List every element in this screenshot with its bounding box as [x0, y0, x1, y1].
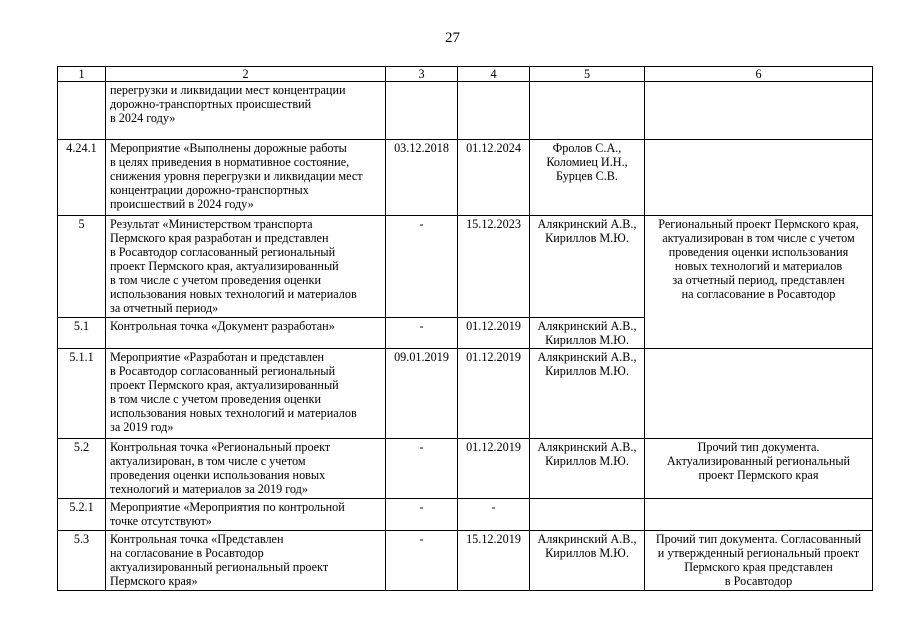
header-col-3: 3 — [386, 67, 458, 82]
table-row — [58, 531, 873, 591]
row-responsible: Фролов С.А., Коломиец И.Н., Бурцев С.В. — [530, 140, 645, 216]
header-col-6: 6 — [645, 67, 873, 82]
row-end-date: 01.12.2019 — [458, 439, 530, 499]
row-end-date: 01.12.2024 — [458, 140, 530, 216]
row-end-date: - — [458, 499, 530, 531]
row-responsible: Алякринский А.В., Кириллов М.Ю. — [530, 349, 645, 439]
header-col-1: 1 — [58, 67, 106, 82]
table-row — [58, 216, 873, 318]
page-number: 27 — [445, 30, 460, 46]
row-start-date: - — [386, 531, 458, 591]
row-description: Контрольная точка «Региональный проект актуализирован, в том числе с учетом проведения оценки использования новых технологий и материалов за 2019 год» — [106, 439, 386, 499]
row-description: Контрольная точка «Представлен на согласование в Росавтодор актуализированный региональный проект Пермского края» — [106, 531, 386, 591]
table-row — [58, 499, 873, 531]
table-row — [58, 439, 873, 499]
row-note — [645, 349, 873, 439]
row-responsible: Алякринский А.В., Кириллов М.Ю. — [530, 531, 645, 591]
row-number: 5.1 — [58, 318, 106, 349]
header-col-4: 4 — [458, 67, 530, 82]
row-note — [645, 82, 873, 140]
row-note — [645, 499, 873, 531]
row-start-date: - — [386, 439, 458, 499]
row-responsible: Алякринский А.В., Кириллов М.Ю. — [530, 439, 645, 499]
row-start-date: - — [386, 499, 458, 531]
row-number: 4.24.1 — [58, 140, 106, 216]
row-note: Прочий тип документа. Согласованный и утвержденный региональный проект Пермского края представлен в Росавтодор — [645, 531, 873, 591]
table-row — [58, 82, 873, 140]
table-header — [58, 67, 873, 82]
row-start-date: 09.01.2019 — [386, 349, 458, 439]
row-end-date: 01.12.2019 — [458, 318, 530, 349]
row-responsible: Алякринский А.В., Кириллов М.Ю. — [530, 318, 645, 349]
row-note — [645, 140, 873, 216]
row-responsible — [530, 82, 645, 140]
row-start-date — [386, 82, 458, 140]
row-number: 5.3 — [58, 531, 106, 591]
row-note: Региональный проект Пермского края, актуализирован в том числе с учетом проведения оценки использования новых технологий и материалов за отчетный период, представлен на согласование в Росавтодор — [645, 216, 873, 349]
plan-table — [57, 66, 873, 591]
table-row — [58, 349, 873, 439]
row-end-date: 01.12.2019 — [458, 349, 530, 439]
row-responsible: Алякринский А.В., Кириллов М.Ю. — [530, 216, 645, 318]
header-row — [58, 67, 873, 82]
row-description: Мероприятие «Выполнены дорожные работы в целях приведения в нормативное состояние, снижения уровня перегрузки и ликвидации мест концентрации дорожно-транспортных происшествий в 2024 году» — [106, 140, 386, 216]
row-number: 5.2 — [58, 439, 106, 499]
header-col-2: 2 — [106, 67, 386, 82]
row-description: Результат «Министерством транспорта Пермского края разработан и представлен в Росавтодор согласованный региональный проект Пермского края, актуализированный в том числе с учетом проведения оценки использования новых технологий и материалов за отчетный период» — [106, 216, 386, 318]
row-number: 5 — [58, 216, 106, 318]
row-start-date: - — [386, 216, 458, 318]
row-description: Мероприятие «Разработан и представлен в Росавтодор согласованный региональный проект Пермского края, актуализированный в том числе с учетом проведения оценки использования новых технологий и материалов за 2019 год» — [106, 349, 386, 439]
row-start-date: 03.12.2018 — [386, 140, 458, 216]
row-end-date: 15.12.2023 — [458, 216, 530, 318]
row-description: перегрузки и ликвидации мест концентрации дорожно-транспортных происшествий в 2024 году» — [106, 82, 386, 140]
table-row — [58, 140, 873, 216]
header-col-5: 5 — [530, 67, 645, 82]
row-number: 5.1.1 — [58, 349, 106, 439]
row-description: Контрольная точка «Документ разработан» — [106, 318, 386, 349]
row-end-date — [458, 82, 530, 140]
row-description: Мероприятие «Мероприятия по контрольной точке отсутствуют» — [106, 499, 386, 531]
table-body — [58, 82, 873, 591]
row-start-date: - — [386, 318, 458, 349]
row-number — [58, 82, 106, 140]
row-note: Прочий тип документа. Актуализированный региональный проект Пермского края — [645, 439, 873, 499]
row-number: 5.2.1 — [58, 499, 106, 531]
row-end-date: 15.12.2019 — [458, 531, 530, 591]
row-responsible — [530, 499, 645, 531]
